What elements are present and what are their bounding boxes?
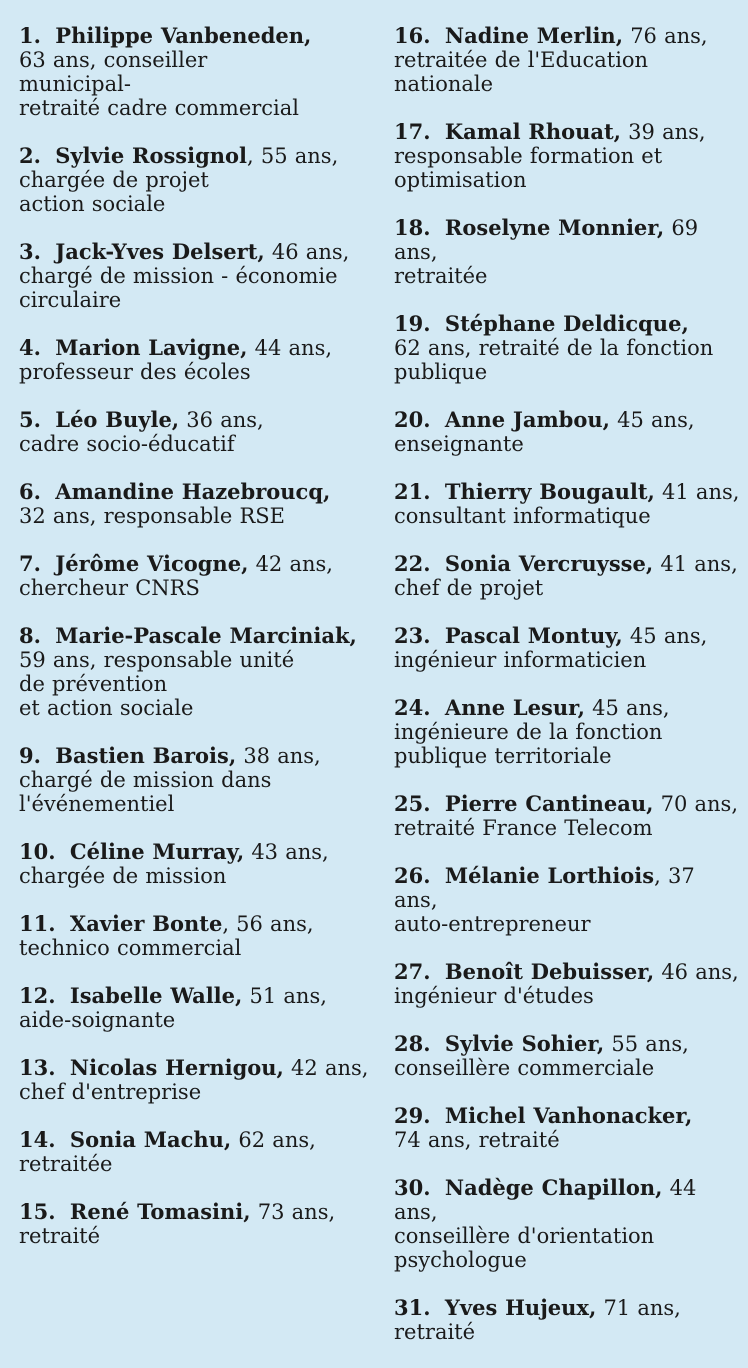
candidate-name: Philippe Vanbeneden, (55, 23, 312, 48)
candidate-number: 24. (394, 695, 431, 720)
candidate-heading-line (394, 696, 744, 720)
candidate-description-line: retraitée (394, 264, 488, 288)
candidate-heading-line (19, 984, 369, 1008)
candidate-name: Michel Vanhonacker, (444, 1103, 693, 1128)
candidate-description-line: chef de projet (394, 576, 544, 600)
candidate-name: Marion Lavigne, (55, 335, 248, 360)
candidate-heading-line (394, 624, 744, 648)
candidate-age: 45 ans, (609, 408, 695, 432)
candidate-name: Jack-Yves Delsert, (55, 239, 265, 264)
candidate-number: 15. (19, 1199, 56, 1224)
candidate-number: 6. (19, 479, 41, 504)
candidate-heading-line (394, 552, 744, 576)
candidate-number: 22. (394, 551, 431, 576)
candidate-entry (394, 480, 744, 528)
candidate-name: Sonia Machu, (69, 1127, 232, 1152)
candidate-age: 62 ans, (231, 1128, 316, 1152)
candidate-description-line: publique territoriale (394, 744, 612, 768)
candidate-heading-line (394, 864, 744, 912)
candidate-description-line: consultant informatique (394, 504, 651, 528)
candidate-age: 51 ans, (242, 984, 327, 1008)
candidate-description-line: 62 ans, retraité de la fonction (394, 336, 714, 360)
candidate-number: 26. (394, 863, 431, 888)
candidate-number: 20. (394, 407, 431, 432)
candidate-heading-line (394, 792, 744, 816)
candidate-description-line: chercheur CNRS (19, 576, 200, 600)
candidate-column-right (394, 24, 744, 1368)
candidate-heading-line (394, 216, 744, 264)
candidate-heading-line (19, 840, 369, 864)
candidate-number: 31. (394, 1295, 431, 1320)
candidate-heading-line (19, 1128, 369, 1152)
candidate-entry (394, 792, 744, 840)
candidate-age: 71 ans, (596, 1296, 681, 1320)
candidate-age: , 56 ans, (222, 912, 314, 936)
candidate-heading-line (394, 408, 744, 432)
candidate-age: 73 ans, (250, 1200, 336, 1224)
candidate-number: 29. (394, 1103, 431, 1128)
candidate-heading-line (394, 480, 744, 504)
candidate-description-line: professeur des écoles (19, 360, 251, 384)
candidate-number: 27. (394, 959, 431, 984)
candidate-age: 42 ans, (248, 552, 333, 576)
candidate-age: , 37 ans, (394, 864, 695, 912)
candidate-description-line: ingénieur d'études (394, 984, 594, 1008)
candidate-age: 38 ans, (236, 744, 321, 768)
candidate-name: Sylvie Rossignol (55, 143, 248, 168)
candidate-description-line: l'événementiel (19, 792, 175, 816)
candidate-entry (19, 552, 369, 600)
candidate-entry (394, 1104, 744, 1152)
candidate-entry (19, 336, 369, 384)
candidate-description-line: conseillère commerciale (394, 1056, 655, 1080)
candidate-number: 7. (19, 551, 41, 576)
candidate-name: Pierre Cantineau, (444, 791, 654, 816)
candidate-heading-line (394, 1176, 744, 1224)
candidate-description-line: retraité France Telecom (394, 816, 653, 840)
candidate-description-line: 59 ans, responsable unité (19, 648, 295, 672)
candidate-description-line: chargée de mission (19, 864, 227, 888)
candidate-description-line: responsable formation et (394, 144, 663, 168)
candidate-number: 3. (19, 239, 41, 264)
candidate-name: Anne Lesur, (444, 695, 585, 720)
candidate-entry (19, 744, 369, 816)
candidate-name: Mélanie Lorthiois (444, 863, 655, 888)
candidate-name: Thierry Bougault, (444, 479, 655, 504)
candidate-entry (19, 1128, 369, 1176)
candidate-description-line: technico commercial (19, 936, 242, 960)
candidate-name: Kamal Rhouat, (444, 119, 621, 144)
candidate-number: 25. (394, 791, 431, 816)
candidate-number: 21. (394, 479, 431, 504)
candidate-heading-line (19, 1056, 369, 1080)
candidate-description-line: chef d'entreprise (19, 1080, 202, 1104)
candidate-name: Céline Murray, (69, 839, 245, 864)
candidate-description-line: 74 ans, retraité (394, 1128, 560, 1152)
candidate-description-line: psychologue (394, 1248, 527, 1272)
candidate-number: 17. (394, 119, 431, 144)
candidate-description-line: municipal- (19, 72, 131, 96)
candidate-heading-line (394, 1104, 744, 1128)
candidate-description-line: chargé de mission - économie (19, 264, 338, 288)
candidate-name: Léo Buyle, (55, 407, 180, 432)
candidate-heading-line (19, 480, 369, 504)
candidate-description-line: ingénieure de la fonction (394, 720, 663, 744)
candidate-column-left (19, 24, 369, 1272)
candidate-number: 12. (19, 983, 56, 1008)
candidate-description-line: retraitée de l'Education (394, 48, 649, 72)
candidate-entry (394, 1176, 744, 1272)
candidate-number: 30. (394, 1175, 431, 1200)
candidate-heading-line (19, 552, 369, 576)
candidate-number: 14. (19, 1127, 56, 1152)
candidate-description-line: conseillère d'orientation (394, 1224, 655, 1248)
candidate-name: Anne Jambou, (444, 407, 610, 432)
candidate-entry (19, 240, 369, 312)
candidate-entry (394, 24, 744, 96)
candidate-name: Pascal Montuy, (444, 623, 623, 648)
candidate-age: 44 ans, (394, 1176, 697, 1224)
candidate-entry (394, 552, 744, 600)
candidate-description-line: retraité (19, 1224, 101, 1248)
candidate-number: 9. (19, 743, 41, 768)
candidate-description-line: nationale (394, 72, 494, 96)
candidate-entry (394, 408, 744, 456)
candidate-entry (19, 984, 369, 1032)
candidate-age: 43 ans, (244, 840, 329, 864)
candidate-age: 45 ans, (622, 624, 708, 648)
candidate-name: Stéphane Deldicque, (444, 311, 689, 336)
candidate-name: Xavier Bonte (69, 911, 223, 936)
candidate-heading-line (394, 120, 744, 144)
candidate-heading-line (19, 240, 369, 264)
candidate-name: Yves Hujeux, (444, 1295, 597, 1320)
candidate-entry (394, 1032, 744, 1080)
candidate-entry (394, 312, 744, 384)
candidate-entry (394, 864, 744, 936)
candidate-age: 76 ans, (623, 24, 708, 48)
candidate-entry (19, 912, 369, 960)
candidate-number: 19. (394, 311, 431, 336)
candidate-number: 5. (19, 407, 41, 432)
candidate-entry (19, 408, 369, 456)
candidate-age: 41 ans, (653, 552, 738, 576)
candidate-name: Jérôme Vicogne, (55, 551, 249, 576)
candidate-description-line: retraitée (19, 1152, 113, 1176)
candidate-entry (394, 960, 744, 1008)
candidate-heading-line (394, 24, 744, 48)
candidate-number: 18. (394, 215, 431, 240)
candidate-description-line: retraité cadre commercial (19, 96, 299, 120)
candidate-entry (19, 1200, 369, 1248)
candidate-description-line: auto-entrepreneur (394, 912, 591, 936)
candidate-heading-line (394, 1032, 744, 1056)
candidate-name: Sonia Vercruysse, (444, 551, 654, 576)
candidate-description-line: 63 ans, conseiller (19, 48, 208, 72)
candidate-number: 28. (394, 1031, 431, 1056)
candidate-age: 70 ans, (653, 792, 738, 816)
candidate-description-line: aide-soignante (19, 1008, 176, 1032)
candidate-name: Nicolas Hernigou, (69, 1055, 284, 1080)
candidate-number: 2. (19, 143, 41, 168)
candidate-description-line: cadre socio-éducatif (19, 432, 235, 456)
candidate-number: 23. (394, 623, 431, 648)
candidate-description-line: circulaire (19, 288, 122, 312)
candidate-description-line: chargé de mission dans (19, 768, 272, 792)
candidate-heading-line (19, 1200, 369, 1224)
candidate-age: 42 ans, (283, 1056, 369, 1080)
candidate-number: 16. (394, 23, 431, 48)
candidate-heading-line (394, 960, 744, 984)
candidate-name: Sylvie Sohier, (444, 1031, 605, 1056)
candidate-number: 11. (19, 911, 56, 936)
candidate-description-line: de prévention (19, 672, 168, 696)
candidate-heading-line (19, 912, 369, 936)
candidate-age: 36 ans, (179, 408, 264, 432)
candidate-description-line: action sociale (19, 192, 166, 216)
candidate-name: Marie-Pascale Marciniak, (55, 623, 357, 648)
candidate-heading-line (19, 624, 369, 648)
candidate-description-line: retraité (394, 1320, 476, 1344)
candidate-name: Amandine Hazebroucq, (55, 479, 331, 504)
candidate-entry (394, 216, 744, 288)
candidate-heading-line (19, 336, 369, 360)
candidate-number: 13. (19, 1055, 56, 1080)
candidate-entry (19, 624, 369, 720)
candidate-age: 39 ans, (621, 120, 706, 144)
candidate-entry (19, 24, 369, 120)
candidate-description-line: 32 ans, responsable RSE (19, 504, 286, 528)
candidate-entry (19, 1056, 369, 1104)
candidate-description-line: et action sociale (19, 696, 194, 720)
candidate-entry (394, 624, 744, 672)
candidate-age: 46 ans, (264, 240, 350, 264)
candidate-heading-line (19, 144, 369, 168)
candidate-number: 1. (19, 23, 41, 48)
candidate-heading-line (19, 24, 369, 48)
candidate-description-line: ingénieur informaticien (394, 648, 647, 672)
candidate-age: , 55 ans, (247, 144, 339, 168)
candidate-entry (19, 480, 369, 528)
candidate-name: Nadine Merlin, (444, 23, 624, 48)
candidate-description-line: enseignante (394, 432, 524, 456)
candidate-entry (394, 696, 744, 768)
candidate-number: 8. (19, 623, 41, 648)
candidate-name: Benoît Debuisser, (444, 959, 655, 984)
candidate-age: 69 ans, (394, 216, 699, 264)
candidate-heading-line (19, 744, 369, 768)
candidate-age: 44 ans, (247, 336, 333, 360)
candidate-name: Nadège Chapillon, (444, 1175, 663, 1200)
candidate-name: René Tomasini, (69, 1199, 251, 1224)
candidate-entry (394, 120, 744, 192)
candidate-number: 4. (19, 335, 41, 360)
candidate-number: 10. (19, 839, 56, 864)
candidate-entry (19, 840, 369, 888)
candidate-description-line: publique (394, 360, 488, 384)
candidate-heading-line (394, 312, 744, 336)
candidate-age: 41 ans, (654, 480, 740, 504)
candidate-name: Roselyne Monnier, (444, 215, 665, 240)
candidate-age: 45 ans, (584, 696, 670, 720)
candidate-description-line: optimisation (394, 168, 527, 192)
candidate-entry (394, 1296, 744, 1344)
candidate-age: 46 ans, (654, 960, 739, 984)
candidate-name: Isabelle Walle, (69, 983, 243, 1008)
candidate-age: 55 ans, (604, 1032, 689, 1056)
candidate-heading-line (394, 1296, 744, 1320)
candidate-description-line: chargée de projet (19, 168, 209, 192)
candidate-entry (19, 144, 369, 216)
candidate-heading-line (19, 408, 369, 432)
candidate-name: Bastien Barois, (55, 743, 237, 768)
